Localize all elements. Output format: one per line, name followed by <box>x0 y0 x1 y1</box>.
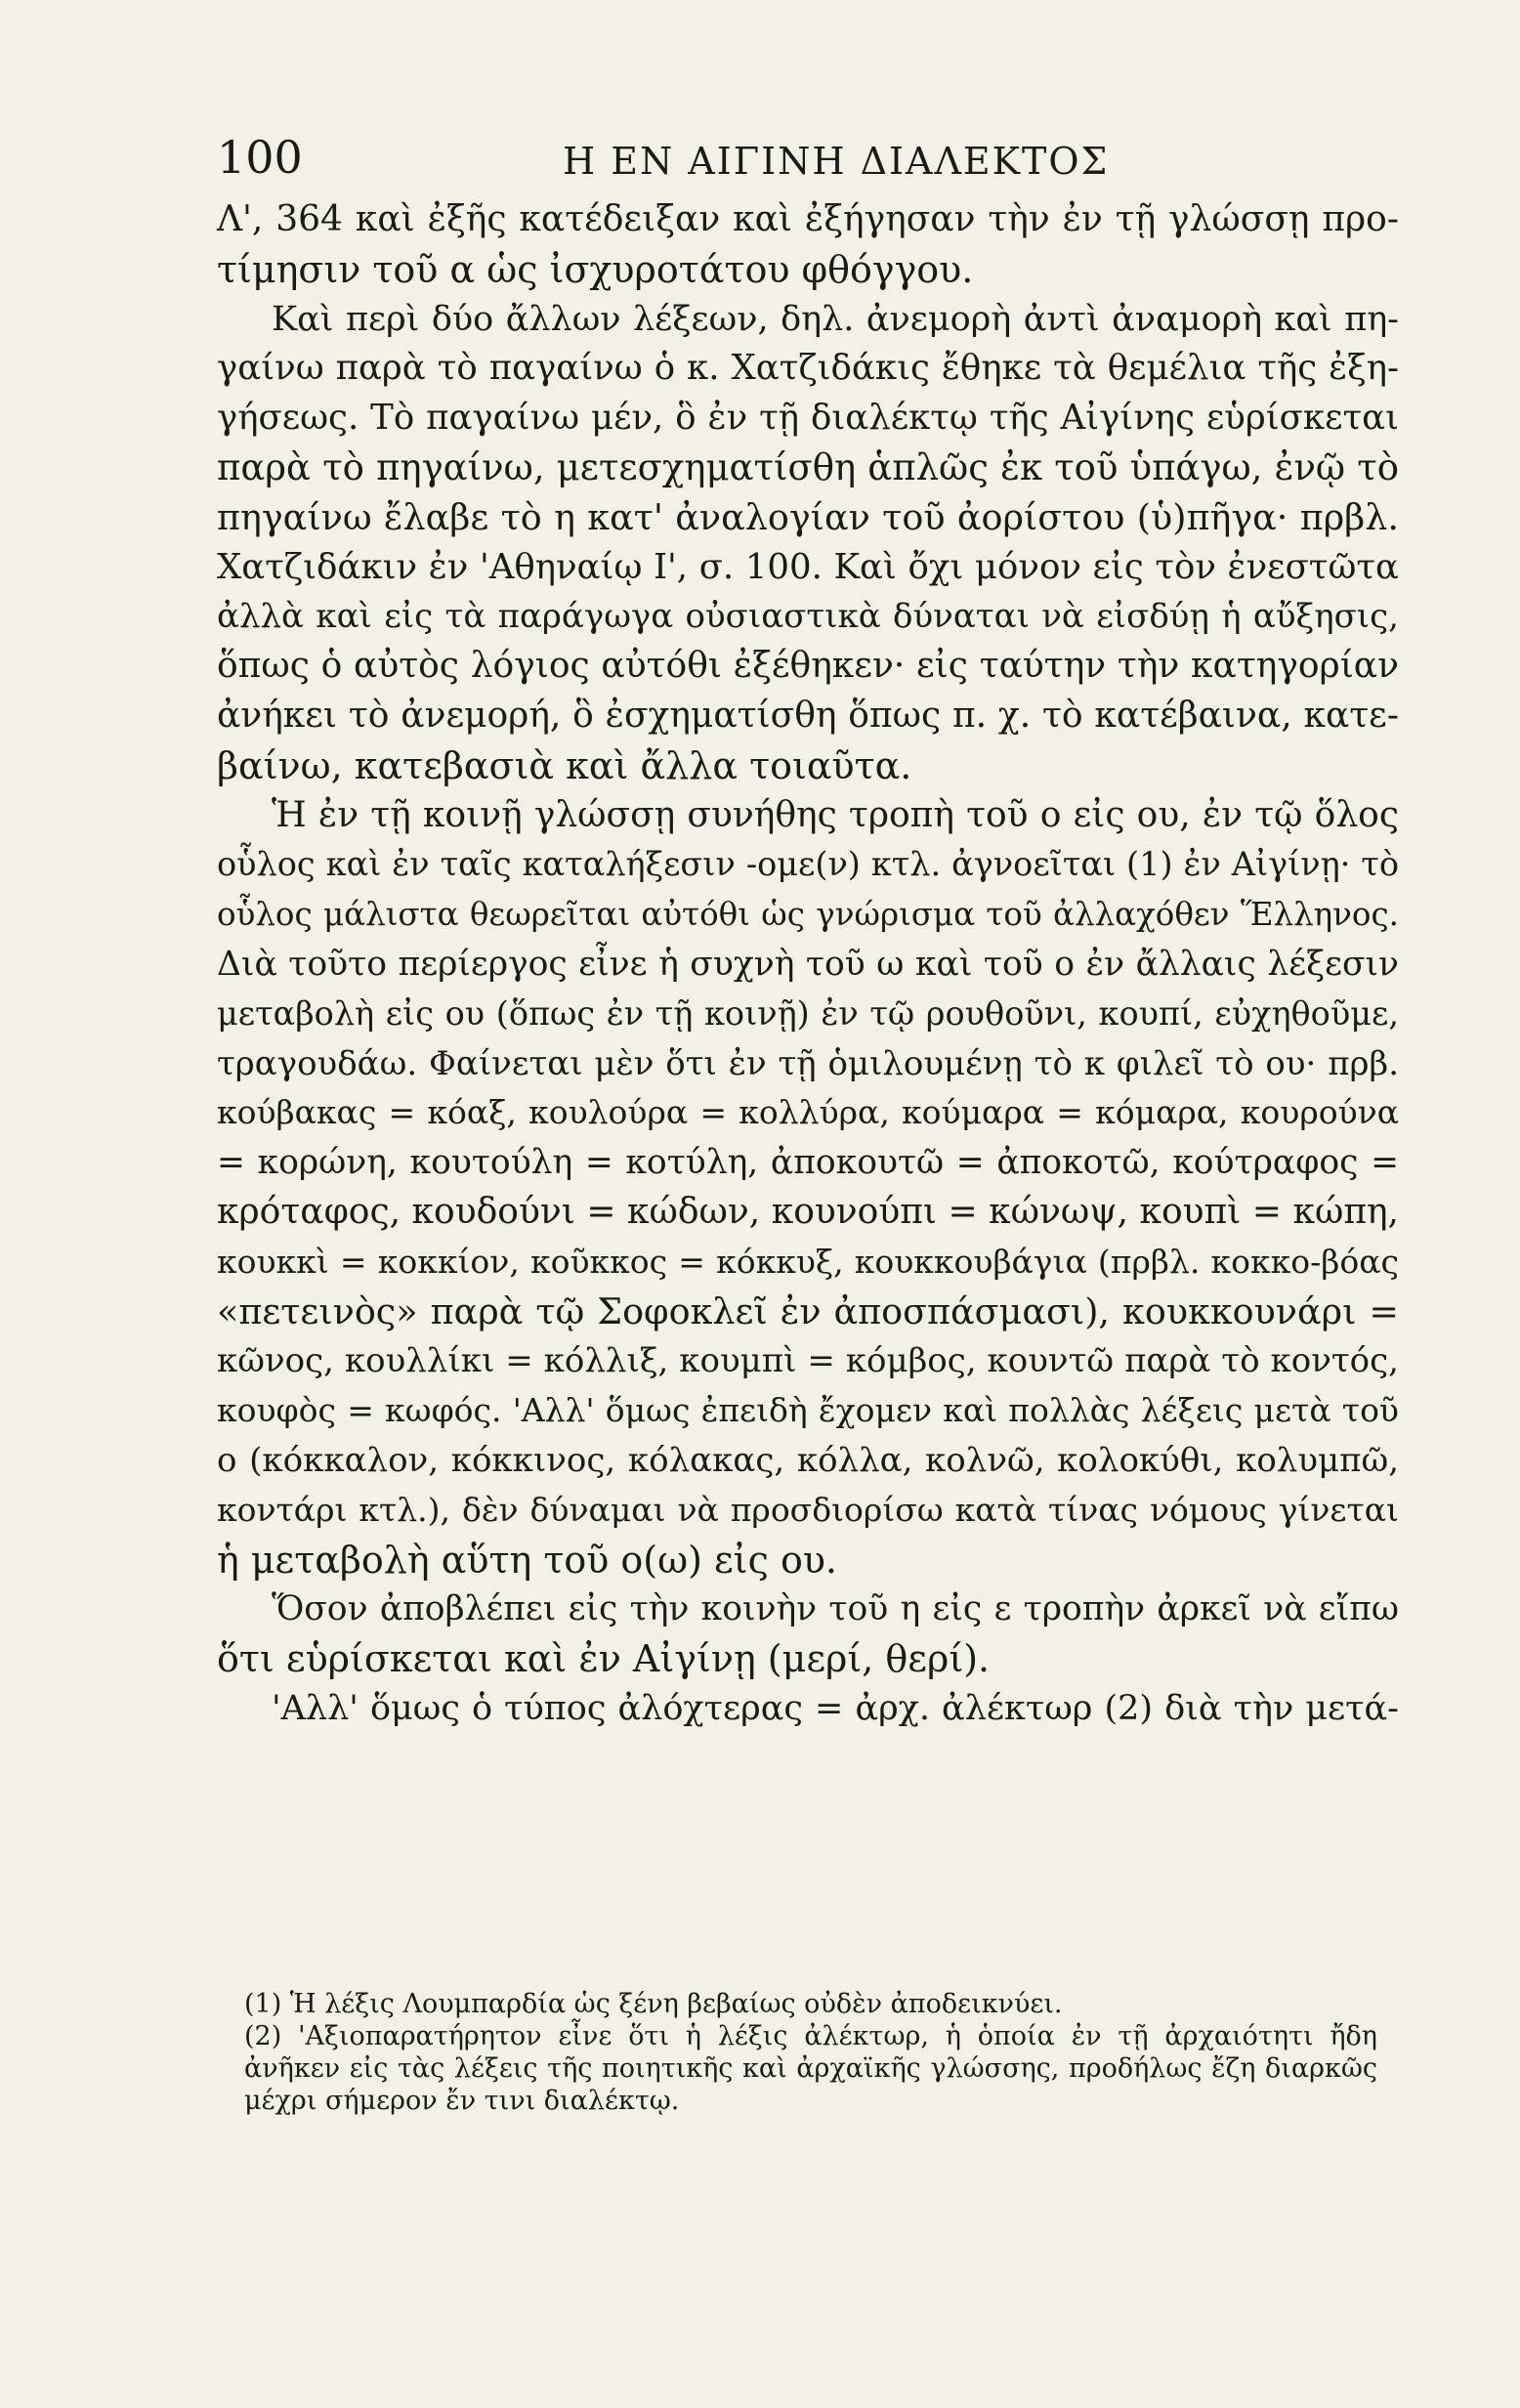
body-line: οὗλος μάλιστα θεωρεῖται αὐτόθι ὡς γνώρισμα τοῦ ἀλλαχόθεν Ἕλληνος. <box>217 896 1399 934</box>
body-line: ἀλλὰ καὶ εἰς τὰ παράγωγα οὐσιαστικὰ δύναται νὰ εἰσδύῃ ἡ αὔξησις, <box>217 597 1399 637</box>
footnote-line: (1) Ἡ λέξις Λουμπαρδία ὡς ξένη βεβαίως οὐδὲν ἀποδεικνύει. <box>244 1989 1063 2019</box>
body-line: Λ', 364 καὶ ἐξῆς κατέδειξαν καὶ ἐξήγησαν τὴν ἐν τῇ γλώσσῃ προ- <box>217 199 1399 239</box>
body-line: κουκκὶ = κοκκίον, κοῦκκος = κόκκυξ, κουκκουβάγια (πρβλ. κοκκο-βόας <box>217 1242 1399 1281</box>
body-line: Ἡ ἐν τῇ κοινῇ γλώσσῃ συνήθης τροπὴ τοῦ ο εἰς ου, ἐν τῷ ὅλος <box>272 794 1399 835</box>
body-line: κῶνος, κουλλίκι = κόλλιξ, κουμπὶ = κόμβος, κουντῶ παρὰ τὸ κοντός, <box>217 1341 1399 1381</box>
page-number: 100 <box>217 131 303 184</box>
body-line: Χατζιδάκιν ἐν 'Αθηναίῳ Ι', σ. 100. Καὶ ὄχι μόνον εἰς τὸν ἐνεστῶτα <box>217 546 1399 587</box>
body-line: πηγαίνω ἔλαβε τὸ η κατ' ἀναλογίαν τοῦ ἀορίστου (ὑ)πῆγα· πρβλ. <box>217 495 1399 538</box>
body-line: οὗλος καὶ ἐν ταῖς καταλήξεσιν -ομε(ν) κτλ. ἀγνοεῖται (1) ἐν Αἰγίνῃ· τὸ <box>217 845 1399 884</box>
body-line: = κορώνη, κουτούλη = κοτύλη, ἀποκουτῶ = ἀποκοτῶ, κούτραφος = <box>217 1143 1399 1183</box>
footnote-line: μέχρι σήμερον ἔν τινι διαλέκτῳ. <box>244 2086 680 2116</box>
body-line: ο (κόκκαλον, κόκκινος, κόλακας, κόλλα, κολνῶ, κολοκύθι, κολυμπῶ, <box>217 1440 1399 1480</box>
body-line: Καὶ περὶ δύο ἄλλων λέξεων, δηλ. ἀνεμορὴ ἀντὶ ἀναμορὴ καὶ πη- <box>272 299 1399 339</box>
body-line: ὅπως ὁ αὐτὸς λόγιος αὐτόθι ἐξέθηκεν· εἰς ταύτην τὴν κατηγορίαν <box>217 646 1399 687</box>
body-line: κοντάρι κτλ.), δὲν δύναμαι νὰ προσδιορίσω κατὰ τίνας νόμους γίνεται <box>217 1490 1399 1529</box>
body-line: παρὰ τὸ πηγαίνω, μετεσχηματίσθη ἁπλῶς ἐκ τοῦ ὑπάγω, ἐνῷ τὸ <box>217 445 1399 488</box>
footnote-line: (2) 'Αξιοπαρατήρητον εἶνε ὅτι ἡ λέξις ἀλέκτωρ, ἡ ὁποία ἐν τῇ ἀρχαιότητι ἤδη <box>244 2021 1377 2051</box>
body-line: γήσεως. Τὸ παγαίνω μέν, ὃ ἐν τῇ διαλέκτῳ τῆς Αἰγίνης εὑρίσκεται <box>217 398 1399 439</box>
body-line: «πετεινὸς» παρὰ τῷ Σοφοκλεῖ ἐν ἀποσπάσμασι), κουκκουνάρι = <box>217 1289 1399 1332</box>
body-line: κουφὸς = κωφός. 'Αλλ' ὅμως ἐπειδὴ ἔχομεν καὶ πολλὰς λέξεις μετὰ τοῦ <box>217 1391 1399 1430</box>
body-line: τίμησιν τοῦ α ὡς ἰσχυροτάτου φθόγγου. <box>217 247 974 291</box>
body-text <box>217 195 1399 1734</box>
body-line: ἡ μεταβολὴ αὕτη τοῦ ο(ω) εἰς ου. <box>217 1538 837 1582</box>
body-line: Ὅσον ἀποβλέπει εἰς τὴν κοινὴν τοῦ η εἰς ε τροπὴν ἀρκεῖ νὰ εἴπω <box>272 1589 1399 1629</box>
body-line: Διὰ τοῦτο περίεργος εἶνε ἡ συχνὴ τοῦ ω καὶ τοῦ ο ἐν ἄλλαις λέξεσιν <box>217 944 1399 984</box>
body-line: μεταβολὴ εἰς ου (ὅπως ἐν τῇ κοινῇ) ἐν τῷ ρουθοῦνι, κουπί, εὐχηθοῦμε, <box>217 993 1399 1033</box>
body-line: κούβακας = κόαξ, κουλούρα = κολλύρα, κούμαρα = κόμαρα, κουρούνα <box>217 1093 1399 1132</box>
body-line: κρόταφος, κουδούνι = κώδων, κουνούπι = κώνωψ, κουπὶ = κώπη, <box>217 1191 1399 1232</box>
body-line: τραγουδάω. Φαίνεται μὲν ὅτι ἐν τῇ ὁμιλουμένῃ τὸ κ φιλεῖ τὸ ου· πρβ. <box>217 1043 1399 1083</box>
body-line: γαίνω παρὰ τὸ παγαίνω ὁ κ. Χατζιδάκις ἔθηκε τὰ θεμέλια τῆς ἐξη- <box>217 348 1399 389</box>
body-line: ἀνήκει τὸ ἀνεμορή, ὃ ἐσχηματίσθη ὅπως π. χ. τὸ κατέβαινα, κατε- <box>217 695 1399 736</box>
body-line: 'Αλλ' ὅμως ὁ τύπος ἀλόχτερας = ἀρχ. ἀλέκτωρ (2) διὰ τὴν μετά- <box>272 1688 1399 1728</box>
body-line: ὅτι εὑρίσκεται καὶ ἐν Αἰγίνῃ (μερί, θερί). <box>217 1637 991 1681</box>
footnotes <box>244 1988 1377 2117</box>
running-title: Η ΕΝ ΑΙΓΙΝΗ ΔΙΑΛΕΚΤΟΣ <box>563 140 1110 183</box>
body-line: βαίνω, κατεβασιὰ καὶ ἄλλα τοιαῦτα. <box>217 743 912 787</box>
footnote-line: ἀνῆκεν εἰς τὰς λέξεις τῆς ποιητικῆς καὶ ἀρχαϊκῆς γλώσσης, προδήλως ἔζη διαρκῶς <box>244 2053 1377 2084</box>
